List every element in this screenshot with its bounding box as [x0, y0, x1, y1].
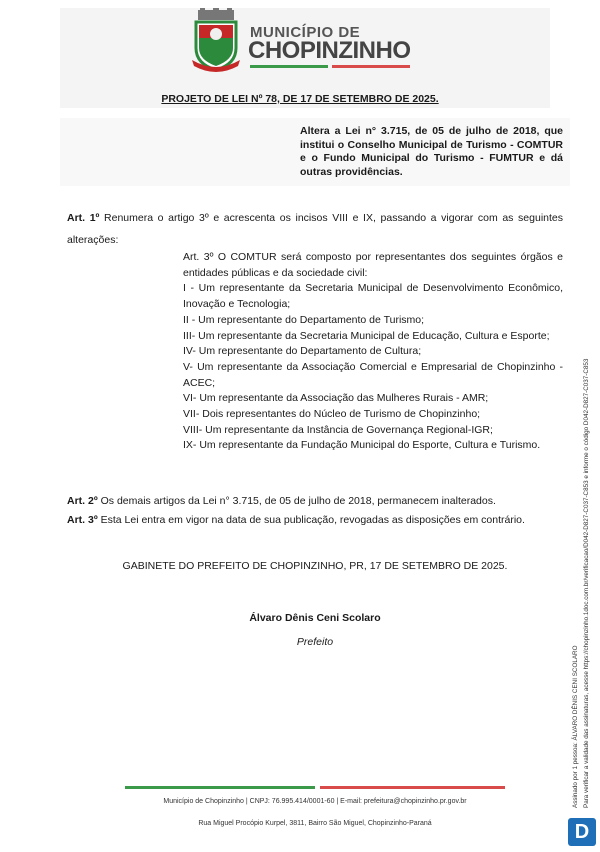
- footer-red-line: [320, 786, 505, 789]
- article-3-label: Art. 3º: [67, 514, 98, 526]
- article-1-text: Renumera o artigo 3º e acrescenta os incisos VIII e IX, passando a vigorar com as seguintes alterações:: [67, 212, 563, 246]
- footer-contact: Município de Chopinzinho | CNPJ: 76.995.414/0001-60 | E-mail: prefeitura@chopinzinho.pr.gov.br: [163, 798, 467, 805]
- logo-main-text: CHOPINZINHO: [248, 37, 411, 64]
- signer-role: Prefeito: [296, 636, 334, 648]
- quote-line: I - Um representante da Secretaria Municipal de Desenvolvimento Econômico, Inovação e Tecnologia;: [183, 282, 563, 311]
- quoted-article-block: [183, 250, 563, 454]
- verification-notice: Para verificar a validade das assinaturas, acesse https://chopinzinho.1doc.com.br/verificacao/D042-D827-C037-C853 e informe o código D042-D827-C037-C853: [583, 358, 590, 808]
- article-2-text: Os demais artigos da Lei n° 3.715, de 05 de julho de 2018, permanecem inalterados.: [97, 495, 496, 507]
- quote-line: VII- Dois representantes do Núcleo de Turismo de Chopinzinho;: [183, 408, 481, 421]
- document-title: PROJETO DE LEI Nº 78, DE 17 DE SETEMBRO DE 2025.: [161, 93, 439, 105]
- quote-line: III- Um representante da Secretaria Municipal de Educação, Cultura e Esporte;: [183, 329, 550, 342]
- logo-color-lines: [250, 65, 410, 69]
- footer-address: Rua Miguel Procópio Kurpel, 3811, Bairro São Miguel, Chopinzinho-Paraná: [198, 820, 432, 827]
- signer-name: Álvaro Dênis Ceni Scolaro: [249, 612, 381, 624]
- signature-notice: Assinado por 1 pessoa: ÁLVARO DÊNIS CENI SCOLARO: [572, 645, 579, 808]
- article-1: [67, 207, 563, 251]
- footer-green-line: [125, 786, 315, 789]
- quote-line: VI- Um representante da Associação das Mulheres Rurais - AMR;: [183, 392, 489, 405]
- quote-line: IV- Um representante do Departamento de Cultura;: [183, 345, 422, 358]
- quote-line: II - Um representante do Departamento de Turismo;: [183, 313, 425, 326]
- article-2-label: Art. 2º: [67, 495, 98, 507]
- municipal-crest-logo: [190, 8, 242, 74]
- quote-line: Art. 3º O COMTUR será composto por representantes dos seguintes órgãos e entidades públicas e da sociedade civil:: [183, 251, 563, 279]
- article-1-label: Art. 1º: [67, 212, 100, 224]
- article-3-text: Esta Lei entra em vigor na data de sua publicação, revogadas as disposições em contrário.: [97, 514, 525, 526]
- quote-line: IX- Um representante da Fundação Municipal do Esporte, Cultura e Turismo.: [183, 439, 541, 452]
- quote-line: V- Um representante da Associação Comercial e Empresarial de Chopinzinho - ACEC;: [183, 360, 563, 389]
- article-3: [67, 509, 563, 531]
- 1doc-seal-icon[interactable]: D: [568, 818, 596, 846]
- ementa: Altera a Lei n° 3.715, de 05 de julho de 2018, que institui o Conselho Municipal de Turismo - COMTUR e o Fundo Municipal do Turismo - FUMTUR e dá outras providências.: [300, 125, 563, 178]
- gabinete-line: GABINETE DO PREFEITO DE CHOPINZINHO, PR, 17 DE SETEMBRO DE 2025.: [122, 560, 508, 572]
- logo-top-text: MUNICÍPIO DE: [250, 24, 361, 41]
- quote-line: VIII- Um representante da Instância de Governança Regional-IGR;: [183, 423, 493, 436]
